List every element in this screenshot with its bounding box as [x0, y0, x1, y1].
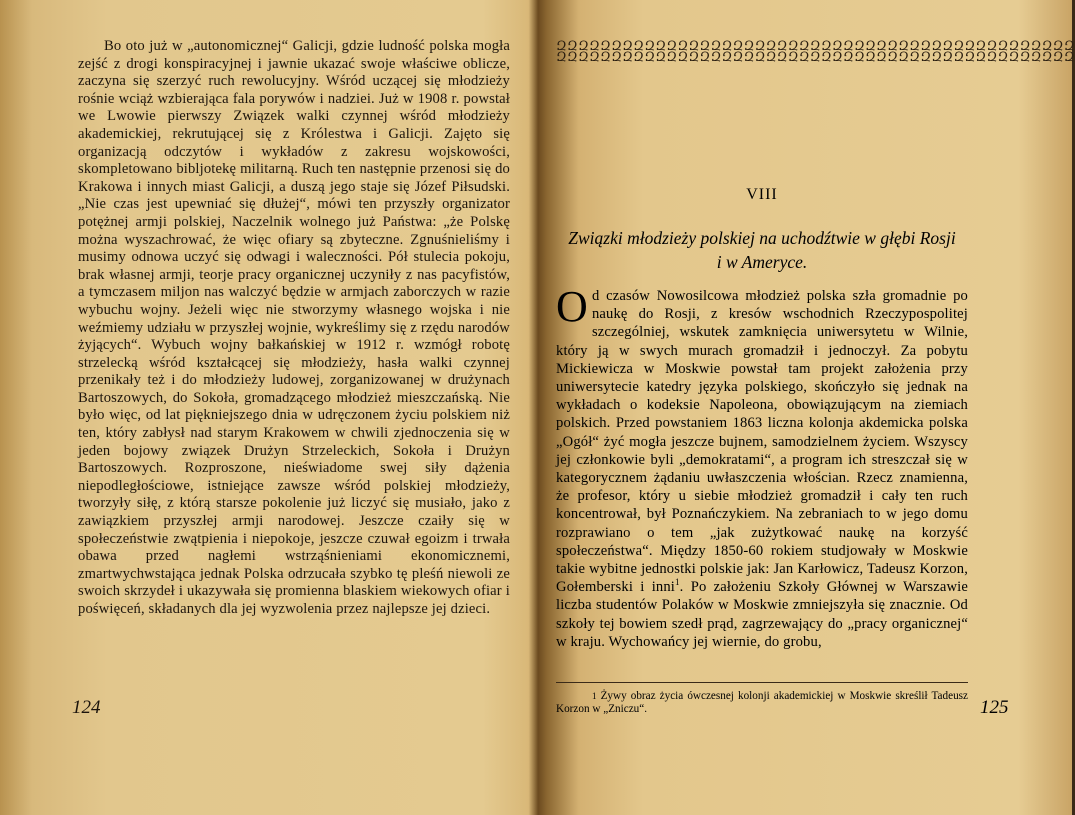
footnote-reference: 1 [675, 577, 680, 588]
footnote [556, 690, 968, 716]
right-page-body [556, 282, 969, 651]
footnote-divider [556, 682, 968, 683]
ornament-row-2: ԶԶԶԶԶԶԶԶԶԶԶԶԶԶԶԶԶԶԶԶԶԶԶԶԶԶԶԶԶԶԶԶԶԶԶԶԶԶԶԶԶԶԶԶԶԶԶ [556, 49, 1075, 64]
chapter-number: VIII [746, 186, 778, 203]
right-paragraph [556, 282, 969, 651]
ornamental-border [556, 38, 1075, 64]
left-paragraph: Bo oto już w „autonomicznej“ Galicji, gdzie ludność polska mogła zejść z drogi konspiracyjnej i jawnie ukazać swoje właściwe oblicze, zaczyna się szerzyć ruch rewolucyjny. Wśród uczącej się młodzieży rośnie wciąż wzbierająca fala porywów i nadziei. Już w 1908 r. powstał we Lwowie pierwszy Związek walki czynnej wśród młodzieży akademickiej, rekrutującej się z Królestwa i Galicji. Zajęto się organizacją odczytów i wykładów z zakresu wojskowości, skompletowano bibljotekę militarną. Ruch ten następnie przenosi się do Krakowa i innych miast Galicji, a duszą jego staje się Józef Piłsudski. „Nie czas jest upewniać się dłużej“, mówi ten przyszły organizator potężnej armji polskiej, Naczelnik wolnego już Państwa: „że Polskę można wyszachrować, że więc ofiary są zbyteczne. Zgnuśnieliśmy i musimy odnowa uczyć się odwagi i waleczności. Pół stulecia pokoju, brak własnej armji, teorje pracy organicznej uczyniły z nas pacyfistów, a tymczasem miljon nas walczyć będzie w armjach zaborczych w razie wybuchu wojny. Jeżeli więc nie stworzymy własnego wojska i nie weźmiemy udziału w przyszłej wojnie, wykreślimy się z rzędu narodów żyjących“. Wybuch wojny bałkańskiej w 1912 r. wzmógł robotę strzelecką wśród kształcącej się młodzieży, hasła walki czynnej przenikały też i do młodzieży ludowej, zorganizowanej w drużynach Bartoszowych, do Sokoła, gromadzącego młodzież mieszczańską. Nie było więc, od lat piękniejszego dnia w udręczonem życiu polskiem niż ten, który zabłysł nad starym Krakowem w chwili zjednoczenia się w jeden bojowy związek Drużyn Strzeleckich, Sokoła i Drużyn Bartoszowych. Rozproszone, nieświadome swej siły dążenia niepodległościowe, istniejące zawsze wśród polskiej młodzieży, tworzyły siłę, z którą starsze pokolenie już liczyć się musiało, jako z zawiązkiem przyszłej armji narodowej. Jeszcze czaiły się w społeczeństwie zwątpienia i niepokoje, jeszcze czuwał egoizm i trwała obawa przed nagłemi wstrząśnieniami ekonomicznemi, zmartwychwstająca jednak Polska odrzucała szybko tę pleśń niewoli ze swoich skrzydeł i ukazywała się promienna blaskiem wiekowych ofiar i poświęceń, składanych dla jej wyzwolenia przez najlepsze jej dzieci. [78, 38, 510, 617]
left-page [0, 0, 536, 815]
chapter-title: Związki młodzieży polskiej na uchodźtwie w głębi Rosji i w Ameryce. [568, 228, 956, 272]
right-page-number: 125 [980, 697, 1009, 718]
left-page-number: 124 [72, 697, 101, 718]
left-page-body [78, 38, 510, 619]
right-body-part-2: . Po założeniu Szkoły Głównej w Warszawie liczba studentów Polaków w Moskwie zmniejszyła się znacznie. Od szkoły tej bowiem szedł prąd, zagrzewający do „pracy organicznej“ w kraju. Wychowańcy jej wiernie, do grobu, [556, 579, 969, 650]
footnote-text: Żywy obraz życia ówczesnej kolonji akademickiej w Moskwie skreślił Tadeusz Korzon w „Zniczu“. [556, 690, 968, 715]
footnote-mark: 1 [592, 691, 597, 701]
drop-cap: O [556, 282, 588, 331]
ornament-row-1: ԶԶԶԶԶԶԶԶԶԶԶԶԶԶԶԶԶԶԶԶԶԶԶԶԶԶԶԶԶԶԶԶԶԶԶԶԶԶԶԶԶԶԶԶԶԶԶ [556, 38, 1075, 53]
right-body-part-1: d czasów Nowosilcowa młodzież polska szła gromadnie po naukę do Rosji, z kresów wschodnich Rzeczypospolitej szczególniej, wskutek zamknięcia uniwersytetu w Wilnie, który ją w swych murach gromadził i jednoczył. Za pobytu Mickiewicza w Moskwie powstał tam projekt założenia przy uniwersytecie katedry języka polskiego, skończyło się jednak na wykładach o kodeksie Napoleona, obowiązującym na ziemiach polskich. Przed powstaniem 1863 liczna kolonja akdemicka polska „Ogół“ żyć mogła jeszcze bujnem, samodzielnem życiem. Wszyscy jej członkowie byli „demokratami“, a program ich streszczał się w kategorycznem żądaniu uwłaszczenia włościan. Rzecz znamienna, że profesor, który u siebie młodzież gromadził i cały ten ruch koncentrował, był Poznańczykiem. Na zebraniach to w jego domu rozprawiano o tem „jak zużytkować naukę na korzyść społeczeństwa“. Między 1850-60 rokiem studjowały w Moskwie takie wybitne jednostki polskie jak: Jan Karłowicz, Tadeusz Korzon, Gołemberski i inni [556, 288, 968, 596]
